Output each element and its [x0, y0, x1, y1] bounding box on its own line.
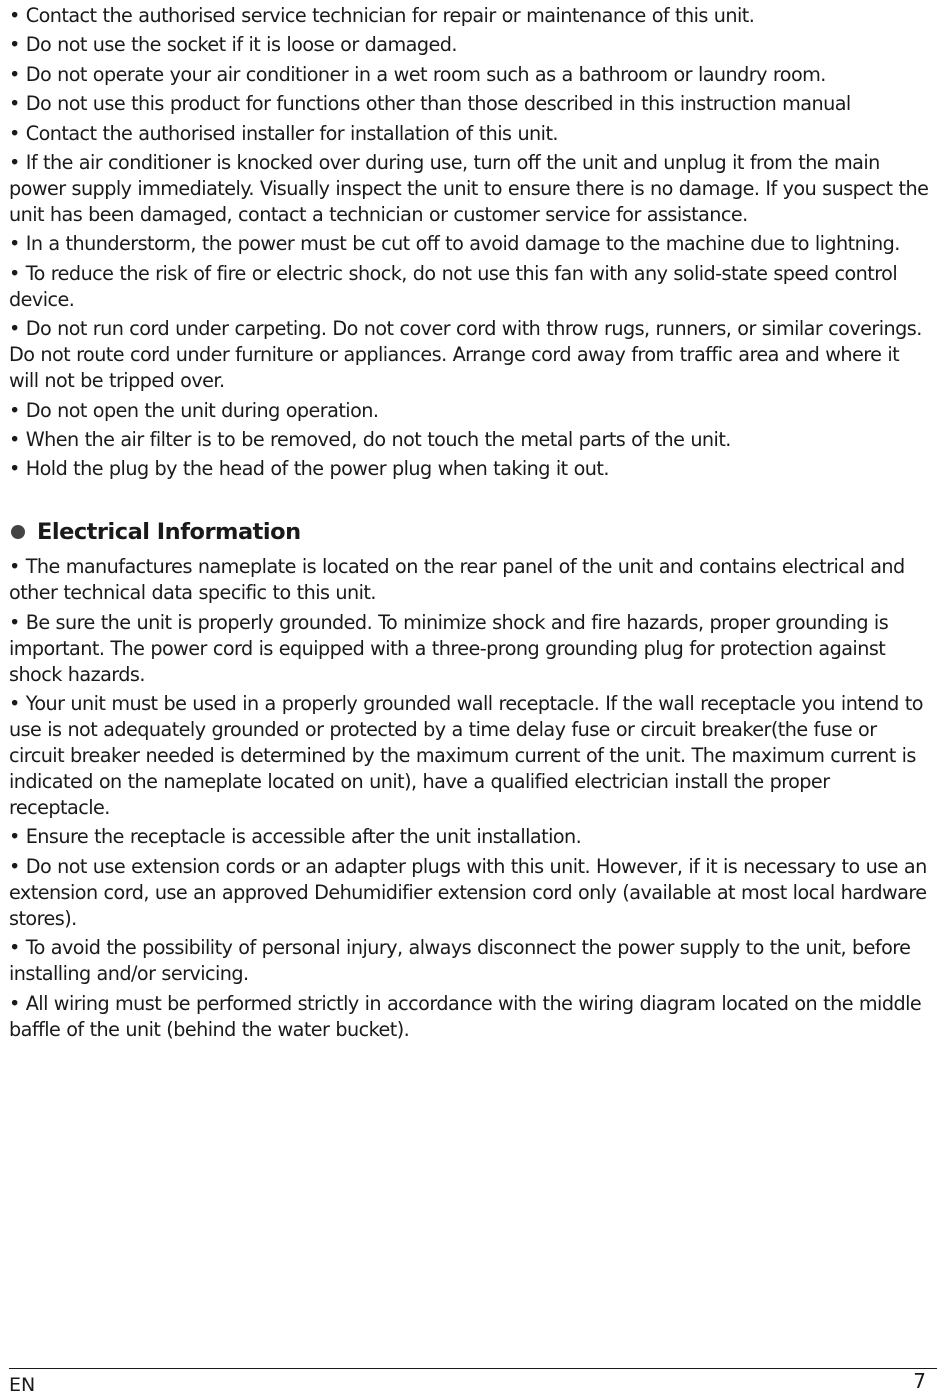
list-item: • Contact the authorised installer for installation of this unit. — [9, 121, 558, 145]
list-item: • All wiring must be performed strictly in accordance with the wiring diagram located on the middle baffle of the unit (behind the water bucket). — [9, 991, 922, 1041]
list-item: • Do not use the socket if it is loose or damaged. — [9, 33, 457, 57]
bullet-dot-icon — [11, 525, 25, 539]
list-item: • In a thunderstorm, the power must be cut off to avoid damage to the machine due to lightning. — [9, 232, 900, 256]
list-item: • To avoid the possibility of personal injury, always disconnect the power supply to the unit, before installing and/or servicing. — [9, 936, 911, 986]
electrical-list — [9, 554, 934, 1042]
footer-language: EN — [9, 1374, 36, 1396]
list-item: • When the air filter is to be removed, do not touch the metal parts of the unit. — [9, 427, 731, 451]
list-item: • If the air conditioner is knocked over during use, turn off the unit and unplug it from the main power supply immediately. Visually inspect the unit to ensure there is no damage. If you suspect the unit has been damaged, contact a technician or customer service for assistance. — [9, 150, 929, 226]
list-item: • Do not open the unit during operation. — [9, 398, 379, 422]
list-item: • Contact the authorised service technician for repair or maintenance of this unit. — [9, 4, 755, 27]
list-item: • Do not run cord under carpeting. Do not cover cord with throw rugs, runners, or similar coverings. Do not route cord under furniture or appliances. Arrange cord away from traffic area and where it will not be tripped over. — [9, 317, 922, 393]
list-item: • Your unit must be used in a properly grounded wall receptacle. If the wall receptacle you intend to use is not adequately grounded or protected by a time delay fuse or circuit breaker(the fuse or circuit breaker needed is determined by the maximum current of the unit. The maximum current is indicated on the nameplate located on unit), have a qualified electrician install the proper receptacle. — [9, 692, 923, 820]
safety-list — [9, 0, 934, 482]
list-item: • To reduce the risk of fire or electric shock, do not use this fan with any solid-state speed control device. — [9, 261, 898, 311]
list-item: • Do not operate your air conditioner in a wet room such as a bathroom or laundry room. — [9, 62, 826, 86]
section-title: Electrical Information — [37, 519, 301, 546]
list-item: • Do not use extension cords or an adapter plugs with this unit. However, if it is necessary to use an extension cord, use an approved Dehumidifier extension cord only (available at most local hardware stores). — [9, 854, 927, 930]
section-heading — [9, 519, 934, 545]
list-item: • Be sure the unit is properly grounded. To minimize shock and fire hazards, proper grounding is important. The power cord is equipped with a three-prong grounding plug for protection against shock hazards. — [9, 610, 889, 686]
list-item: • Do not use this product for functions other than those described in this instruction manual — [9, 92, 851, 116]
list-item: • The manufactures nameplate is located on the rear panel of the unit and contains electrical and other technical data specific to this unit. — [9, 555, 905, 605]
list-item: • Hold the plug by the head of the power plug when taking it out. — [9, 457, 609, 481]
list-item: • Ensure the receptacle is accessible after the unit installation. — [9, 825, 582, 849]
page-number: 7 — [913, 1369, 926, 1393]
footer-divider — [9, 1368, 937, 1369]
manual-page — [9, 0, 934, 1046]
